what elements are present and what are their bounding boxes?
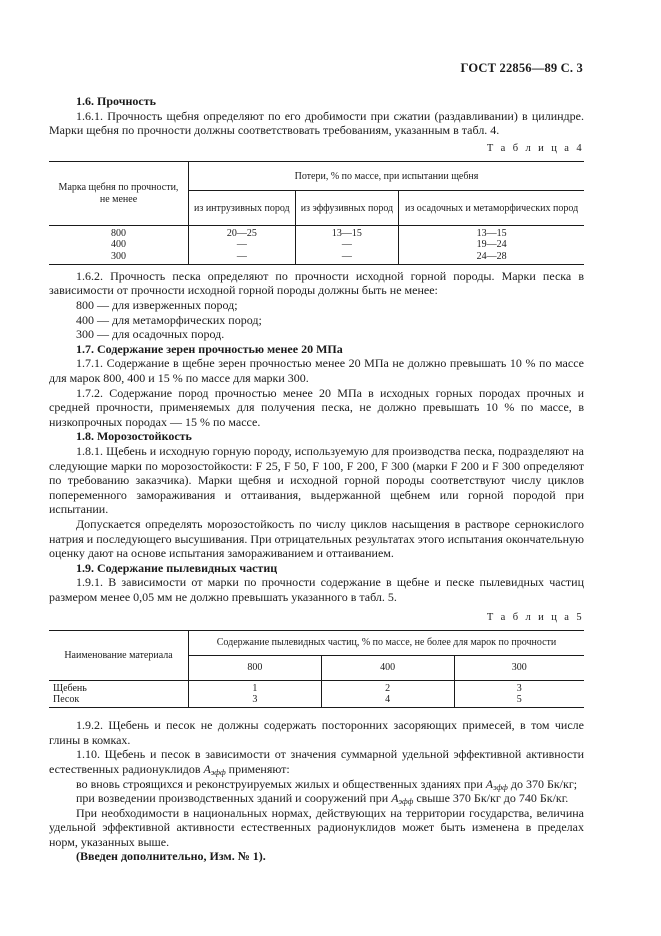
table-4-col-header: Марка щебня по прочности, не менее bbox=[49, 162, 189, 226]
paragraph-1-10-industrial bbox=[49, 791, 584, 806]
paragraph-1-10 bbox=[49, 747, 584, 776]
table-4-subheader: из осадочных и метаморфических пород bbox=[399, 191, 584, 226]
document-body bbox=[49, 94, 584, 864]
table-cell: 4 bbox=[321, 694, 454, 706]
table-5-subheader: 400 bbox=[321, 656, 454, 681]
table-cell: — bbox=[295, 239, 398, 251]
paragraph-1-6-1: 1.6.1. Прочность щебня определяют по его дробимости при сжатии (раздавливании) в цилиндре. Марки щебня по прочности должны соответствовать требованиям, указанным в табл. 4. bbox=[49, 108, 584, 138]
table-cell: 400 bbox=[111, 239, 126, 251]
table-row bbox=[49, 239, 584, 251]
paragraph-1-10-national-norms: При необходимости в национальных нормах, действующих на территории государства, величина удельной эффективной активности естественных радионуклидов может быть изменена в пределах норм, указанных выше. bbox=[49, 805, 584, 849]
table-cell: Щебень bbox=[53, 682, 87, 694]
table-cell: 13—15 bbox=[399, 228, 584, 240]
paragraph-1-10-residential bbox=[49, 777, 584, 792]
table-cell: 20—25 bbox=[189, 228, 296, 240]
table-5-subheader: 800 bbox=[189, 656, 322, 681]
table-row bbox=[49, 683, 584, 695]
table-cell: 19—24 bbox=[399, 239, 584, 251]
table-4 bbox=[49, 161, 584, 265]
table-5-group-header: Содержание пылевидных частиц, % по массе, не более для марок по прочности bbox=[189, 631, 585, 656]
list-item: 300 — для осадочных пород. bbox=[76, 327, 225, 342]
text-run: применяют: bbox=[225, 761, 290, 776]
table-5-col-header: Наименование материала bbox=[49, 631, 189, 681]
list-item: 400 — для метаморфических пород; bbox=[76, 312, 262, 327]
table-cell: 3 bbox=[454, 683, 584, 695]
text-run: во вновь строящихся и реконструируемых жилых и общественных зданиях при bbox=[76, 776, 486, 791]
table-5 bbox=[49, 630, 584, 708]
table-row bbox=[49, 228, 584, 240]
table-cell: 13—15 bbox=[295, 228, 398, 240]
table-4-caption: Т а б л и ц а 4 bbox=[486, 142, 584, 154]
paragraph-1-6-2: 1.6.2. Прочность песка определяют по прочности исходной горной породы. Марки песка в зависимости от прочности исходной горной породы должны быть не менее: bbox=[49, 268, 584, 298]
table-4-group-header: Потери, % по массе, при испытании щебня bbox=[189, 162, 585, 191]
table-5-caption: Т а б л и ц а 5 bbox=[486, 611, 584, 623]
section-heading-1-6: 1.6. Прочность bbox=[76, 94, 156, 108]
table-5-subheader: 300 bbox=[454, 656, 584, 681]
table-cell: 1 bbox=[189, 683, 322, 695]
paragraph-1-9-2: 1.9.2. Щебень и песок не должны содержать посторонних засоряющих примесей, в том числе глины в комках. bbox=[49, 718, 584, 747]
paragraph-1-7-1: 1.7.1. Содержание в щебне зерен прочностью менее 20 МПа не должно превышать 10 % по массе для марок 800, 400 и 15 % по массе для марки 300. bbox=[49, 356, 584, 386]
amendment-note: (Введен дополнительно, Изм. № 1). bbox=[76, 849, 266, 864]
text-run: свыше 370 Бк/кг до 740 Бк/кг. bbox=[413, 791, 569, 806]
section-heading-1-7: 1.7. Содержание зерен прочностью менее 20 МПа bbox=[76, 341, 343, 356]
section-heading-1-8: 1.8. Морозостойкость bbox=[76, 429, 192, 444]
text-run: 1.10. Щебень и песок в зависимости от значения суммарной удельной эффективной активности естественных радионуклидов bbox=[49, 747, 584, 776]
table-4-subheader: из эффузивных пород bbox=[295, 191, 398, 226]
table-cell: — bbox=[189, 251, 296, 263]
table-cell: Песок bbox=[53, 694, 80, 706]
paragraph-1-8-note: Допускается определять морозостойкость по числу циклов насыщения в растворе сернокислого натрия и последующего высушивания. При отрицательных результатах этого испытания окончательную оценку дают на основе испытания замораживанием и оттаиванием. bbox=[49, 516, 584, 561]
paragraph-1-8-1: 1.8.1. Щебень и исходную горную породу, используемую для производства песка, подразделяют на следующие марки по морозостойкости: F 25, F 50, F 100, F 200, F 300 (марки F 200 и F 300 определяют по требованию заказчика). Марки щебня и исходной горной породы соответствуют числу циклов попеременного замораживания и оттаивания, выдержанной щебнем или горной породой при испытании. bbox=[49, 444, 584, 517]
table-cell: 800 bbox=[111, 227, 126, 239]
text-run: до 370 Бк/кг; bbox=[507, 776, 578, 791]
table-4-subheader: из интрузивных пород bbox=[189, 191, 296, 226]
symbol-a-eff: $A_{эфф}$ bbox=[391, 791, 414, 807]
table-cell: 3 bbox=[189, 694, 322, 706]
paragraph-1-9-1: 1.9.1. В зависимости от марки по прочности содержание в щебне и песке пылевидных частиц размером менее 0,05 мм не должно превышать указанного в табл. 5. bbox=[49, 575, 584, 604]
table-cell: 5 bbox=[454, 694, 584, 706]
symbol-a-eff: $A_{эфф}$ bbox=[203, 761, 226, 777]
table-cell: 24—28 bbox=[399, 251, 584, 263]
table-cell: — bbox=[189, 239, 296, 251]
text-run: при возведении производственных зданий и сооружений при bbox=[76, 791, 392, 806]
section-heading-1-9: 1.9. Содержание пылевидных частиц bbox=[76, 560, 278, 575]
table-row bbox=[49, 694, 584, 706]
paragraph-1-7-2: 1.7.2. Содержание пород прочностью менее 20 МПа в исходных горных породах прочных и средней прочности, применяемых для получения песка, не должно превышать 10 % по массе, в низкопрочных породах — 15 % по массе. bbox=[49, 385, 584, 429]
page-header: ГОСТ 22856—89 С. 3 bbox=[460, 61, 583, 75]
table-cell: — bbox=[295, 251, 398, 263]
table-cell: 300 bbox=[111, 250, 126, 262]
list-item: 800 — для изверженных пород; bbox=[76, 298, 238, 313]
symbol-a-eff: $A_{эфф}$ bbox=[485, 776, 508, 792]
table-cell: 2 bbox=[321, 683, 454, 695]
table-row bbox=[49, 251, 584, 263]
